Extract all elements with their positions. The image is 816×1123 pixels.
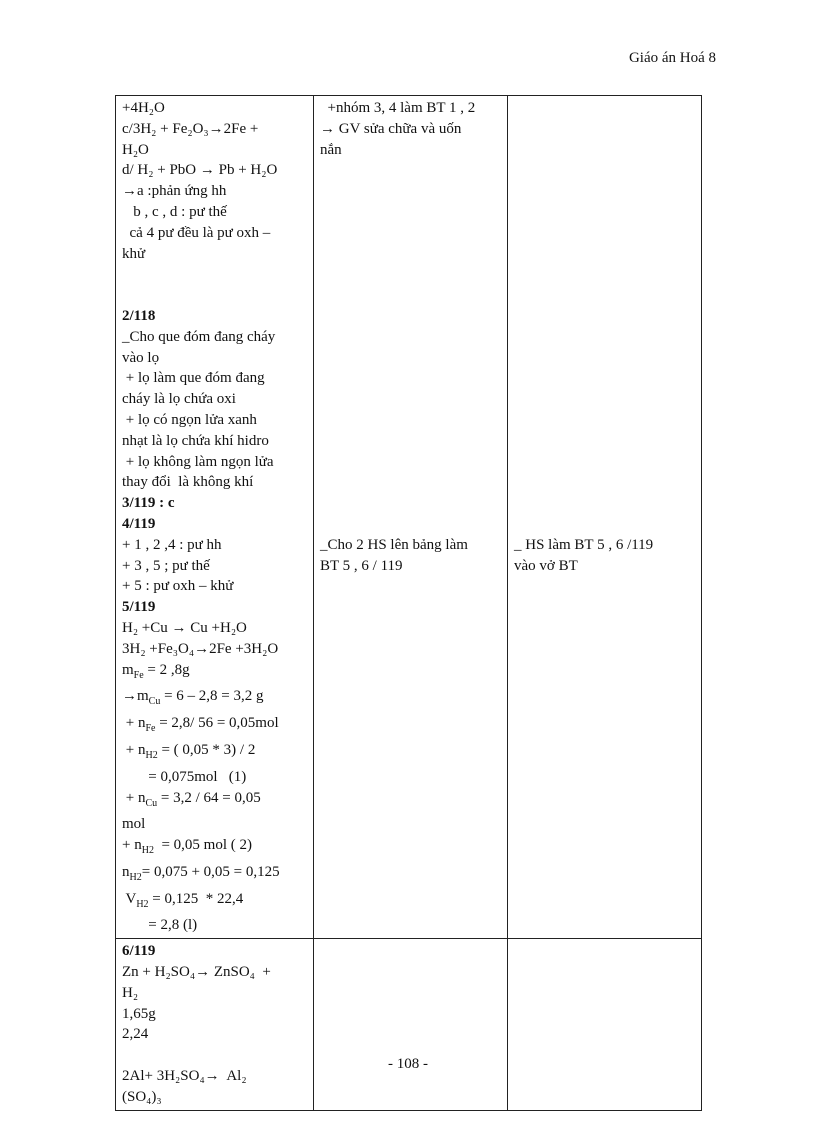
text-line: _ HS làm BT 5 , 6 /119 (514, 537, 654, 553)
text-line: + 1 , 2 ,4 : pư hh (122, 536, 222, 553)
spacer (514, 98, 697, 535)
text-line: H₂O (122, 141, 149, 158)
text-line: $m_{Fe} = 2$ ,8g (122, 661, 190, 681)
blank-line (122, 285, 309, 306)
table-row (116, 939, 702, 1110)
text-line: vào lọ (122, 349, 160, 366)
text-line: = 2,8 (l) (122, 917, 198, 934)
cell-content-col1 (116, 96, 314, 939)
text-line: + lọ làm que đóm đang (122, 370, 265, 387)
text-line: d/ H₂ + PbO → Pb + H₂O (122, 162, 278, 179)
text-line: H₂ +Cu → Cu +H₂O (122, 619, 247, 636)
text-line: $\to m_{Cu} = 6 - 2,8 = 3,2$ g (122, 688, 264, 708)
page-number: - 108 - (388, 1056, 428, 1072)
text-line: 2,24 (122, 1026, 149, 1043)
text-line: BT 5 , 6 / 119 (320, 558, 403, 575)
blank-line (122, 264, 309, 285)
exercise-heading: 6/119 (122, 943, 156, 960)
text-line: +4H₂O (122, 100, 165, 116)
text-line: + lọ không làm ngọn lửa (122, 453, 274, 470)
text-line: → GV sửa chữa và uốn (320, 120, 462, 137)
spacer (320, 160, 503, 535)
text-line: 2Al+ 3H₂SO₄→ Al₂ (122, 1068, 247, 1085)
cell-content-col2 (314, 96, 508, 939)
text-line: $n_{H2}= 0,075 + 0,05 = 0,125$ (122, 863, 280, 883)
text-line: + 3 , 5 ; pư thế (122, 557, 210, 574)
cell-empty-col3 (508, 939, 702, 1110)
cell-content-col3 (508, 96, 702, 939)
text-line: +nhóm 3, 4 làm BT 1 , 2 (320, 100, 476, 116)
cell-empty-col2 (314, 939, 508, 1110)
text-line: + $n_{Fe} = 2,8/$ 56 = 0,05mol (122, 715, 279, 735)
text-line: + $n_{H2}$ = ( 0,05 * 3) / 2 (122, 741, 256, 761)
exercise-heading: 2/118 (122, 307, 156, 324)
text-line: _Cho 2 HS lên bảng làm (320, 537, 468, 554)
table-row (116, 96, 702, 939)
exercise-heading: 3/119 : c (122, 495, 175, 512)
text-line: + lọ có ngọn lửa xanh (122, 411, 257, 428)
text-line: khử (122, 245, 146, 262)
text-line: thay đổi là không khí (122, 474, 254, 491)
text-line: + 5 : pư oxh – khử (122, 578, 234, 595)
text-line: Zn + H₂SO₄→ ZnSO₄ + (122, 964, 271, 981)
text-line: + $n_{H2} = 0,05$ mol ( 2) (122, 837, 252, 857)
text-line: cháy là lọ chứa oxi (122, 391, 236, 408)
page-header: Giáo án Hoá 8 (628, 50, 716, 66)
text-line: c/3H₂ + Fe₂O₃→2Fe + (122, 120, 259, 137)
cell-content-col1 (116, 939, 314, 1110)
text-line: b , c , d : pư thế (122, 203, 227, 220)
text-line: 1,65g (122, 1005, 156, 1022)
text-line: _Cho que đóm đang cháy (122, 328, 276, 345)
exercise-heading: 4/119 (122, 515, 156, 532)
text-line: 3H₂ +Fe₃O₄→2Fe +3H₂O (122, 640, 279, 657)
text-line: + $n_{Cu} = 3,2 / 64 = 0,05$ (122, 789, 261, 809)
text-line: vào vở BT (514, 557, 578, 574)
text-line: = 0,075mol (1) (122, 768, 247, 785)
text-line: H₂ (122, 984, 139, 1001)
text-line: mol (122, 816, 146, 833)
text-line: →a :phản ứng hh (122, 183, 227, 200)
text-line: cả 4 pư đều là pư oxh – (122, 224, 271, 241)
text-line: (SO₄)₃ (122, 1088, 162, 1105)
text-line: $V_{H2} = 0,125 * 22,4$ (122, 890, 244, 910)
lesson-table (115, 95, 702, 1111)
text-line: nhạt là lọ chứa khí hidro (122, 432, 269, 449)
text-line: nắn (320, 141, 342, 158)
exercise-heading: 5/119 (122, 599, 156, 616)
